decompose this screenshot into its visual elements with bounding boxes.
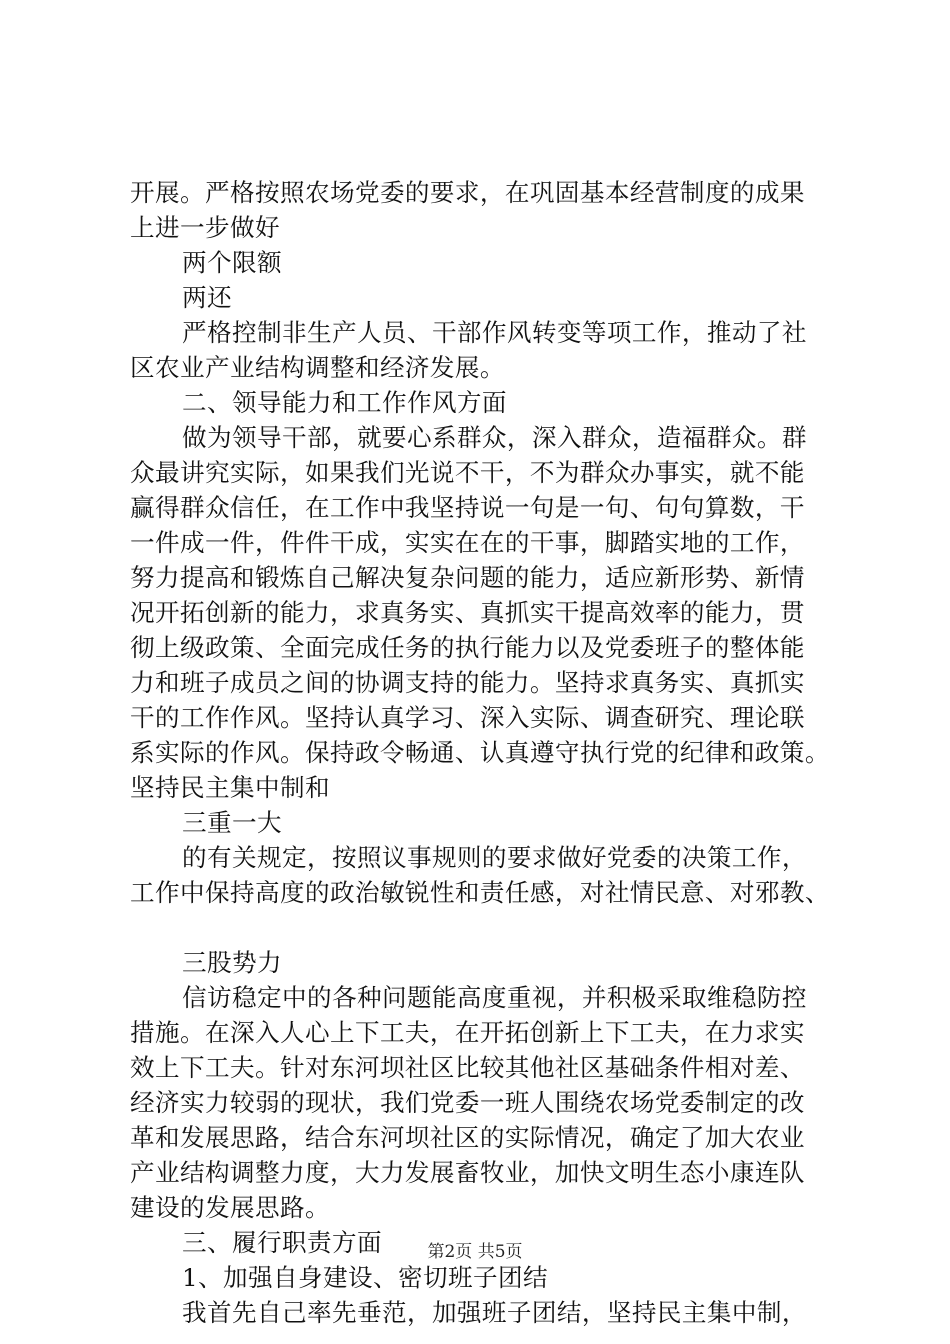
text-line: 革和发展思路，结合东河坝社区的实际情况，确定了加大农业 [130, 1123, 805, 1152]
text-line: 措施。在深入人心上下工夫，在开拓创新上下工夫，在力求实 [130, 1018, 805, 1047]
text-line: 产业结构调整力度，大力发展畜牧业，加快文明生态小康连队 [130, 1158, 805, 1187]
text-line: 效上下工夫。针对东河坝社区比较其他社区基础条件相对差、 [130, 1053, 805, 1082]
text-line: 系实际的作风。保持政令畅通、认真遵守执行党的纪律和政策。 [130, 738, 830, 767]
text-line: 建设的发展思路。 [130, 1193, 330, 1222]
text-line: 工作中保持高度的政治敏锐性和责任感，对社情民意、对邪教、 [130, 878, 830, 907]
text-line: 彻上级政策、全面完成任务的执行能力以及党委班子的整体能 [130, 633, 805, 662]
text-line: 经济实力较弱的现状，我们党委一班人围绕农场党委制定的改 [130, 1088, 805, 1117]
text-line: 况开拓创新的能力，求真务实、真抓实干提高效率的能力，贯 [130, 598, 805, 627]
text-line: 1、加强自身建设、密切班子团结 [182, 1263, 548, 1292]
text-line: 做为领导干部，就要心系群众，深入群众，造福群众。群 [182, 423, 807, 452]
text-line: 众最讲究实际，如果我们光说不干，不为群众办事实，就不能 [130, 458, 805, 487]
text-line: 赢得群众信任，在工作中我坚持说一句是一句、句句算数，干 [130, 493, 805, 522]
text-line: 的有关规定，按照议事规则的要求做好党委的决策工作， [182, 843, 807, 872]
text-line: 信访稳定中的各种问题能高度重视，并积极采取维稳防控 [182, 983, 807, 1012]
text-line: 力和班子成员之间的协调支持的能力。坚持求真务实、真抓实 [130, 668, 805, 697]
page-footer: 第2页 共5页 [427, 1242, 523, 1262]
text-line: 坚持民主集中制和 [130, 773, 330, 802]
text-line: 干的工作作风。坚持认真学习、深入实际、调查研究、理论联 [130, 703, 805, 732]
text-line: 两个限额 [182, 248, 282, 277]
text-line: 三股势力 [182, 948, 282, 977]
text-line: 二、领导能力和工作作风方面 [182, 388, 507, 417]
text-line: 三重一大 [182, 808, 282, 837]
text-line: 两还 [182, 283, 232, 312]
text-line: 区农业产业结构调整和经济发展。 [130, 353, 505, 382]
text-line: 努力提高和锻炼自己解决复杂问题的能力，适应新形势、新情 [130, 563, 805, 592]
text-line: 开展。严格按照农场党委的要求，在巩固基本经营制度的成果 [130, 178, 805, 207]
text-line: 上进一步做好 [130, 213, 280, 242]
document-body [130, 175, 855, 1330]
blank-line [130, 910, 855, 945]
text-line: 严格控制非生产人员、干部作风转变等项工作，推动了社 [182, 318, 807, 347]
text-line: 我首先自己率先垂范，加强班子团结，坚持民主集中制， [182, 1298, 807, 1327]
text-line: 三、履行职责方面 [182, 1228, 382, 1257]
text-line: 一件成一件，件件干成，实实在在的干事，脚踏实地的工作， [130, 528, 805, 557]
